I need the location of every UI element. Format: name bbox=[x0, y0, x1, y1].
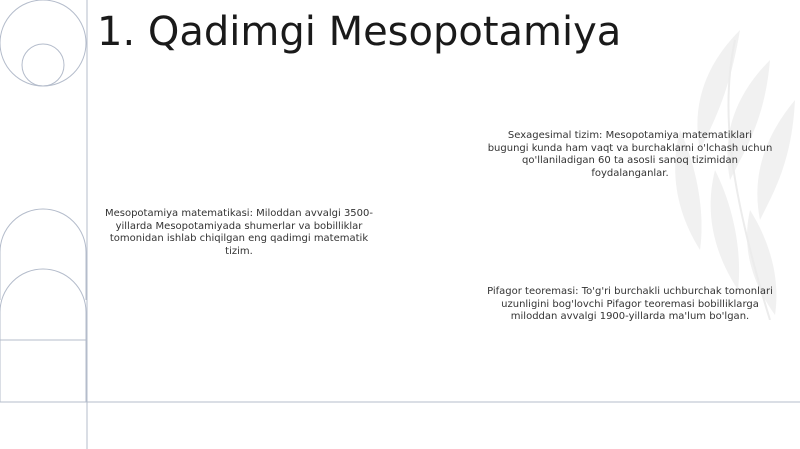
top-small-circle bbox=[22, 44, 64, 86]
upper-arch bbox=[0, 209, 86, 300]
mesopotamia-math-text: Mesopotamiya matematikasi: Miloddan avvalgi 3500-yillarda Mesopotamiyada shumerlar va bobilliklar tomonidan ishlab chiqilgan eng qadimgi matematik tizim. bbox=[104, 208, 374, 257]
page-title: 1. Qadimgi Mesopotamiya bbox=[97, 9, 622, 55]
pythagorean-theorem-text: Pifagor teoremasi: To'g'ri burchakli uchburchak tomonlari uzunligini bog'lovchi Pifagor teoremasi bobilliklarga miloddan avvalgi 1900-yillarda ma'lum bo'lgan. bbox=[487, 286, 773, 322]
sexagesimal-system-text: Sexagesimal tizim: Mesopotamiya matematiklari bugungi kunda ham vaqt va burchaklarni o'lchash uchun qo'llaniladigan 60 ta asosli sanoq tizimidan foydalanganlar. bbox=[487, 130, 773, 179]
lower-arch bbox=[0, 269, 86, 402]
top-large-circle bbox=[0, 0, 86, 86]
